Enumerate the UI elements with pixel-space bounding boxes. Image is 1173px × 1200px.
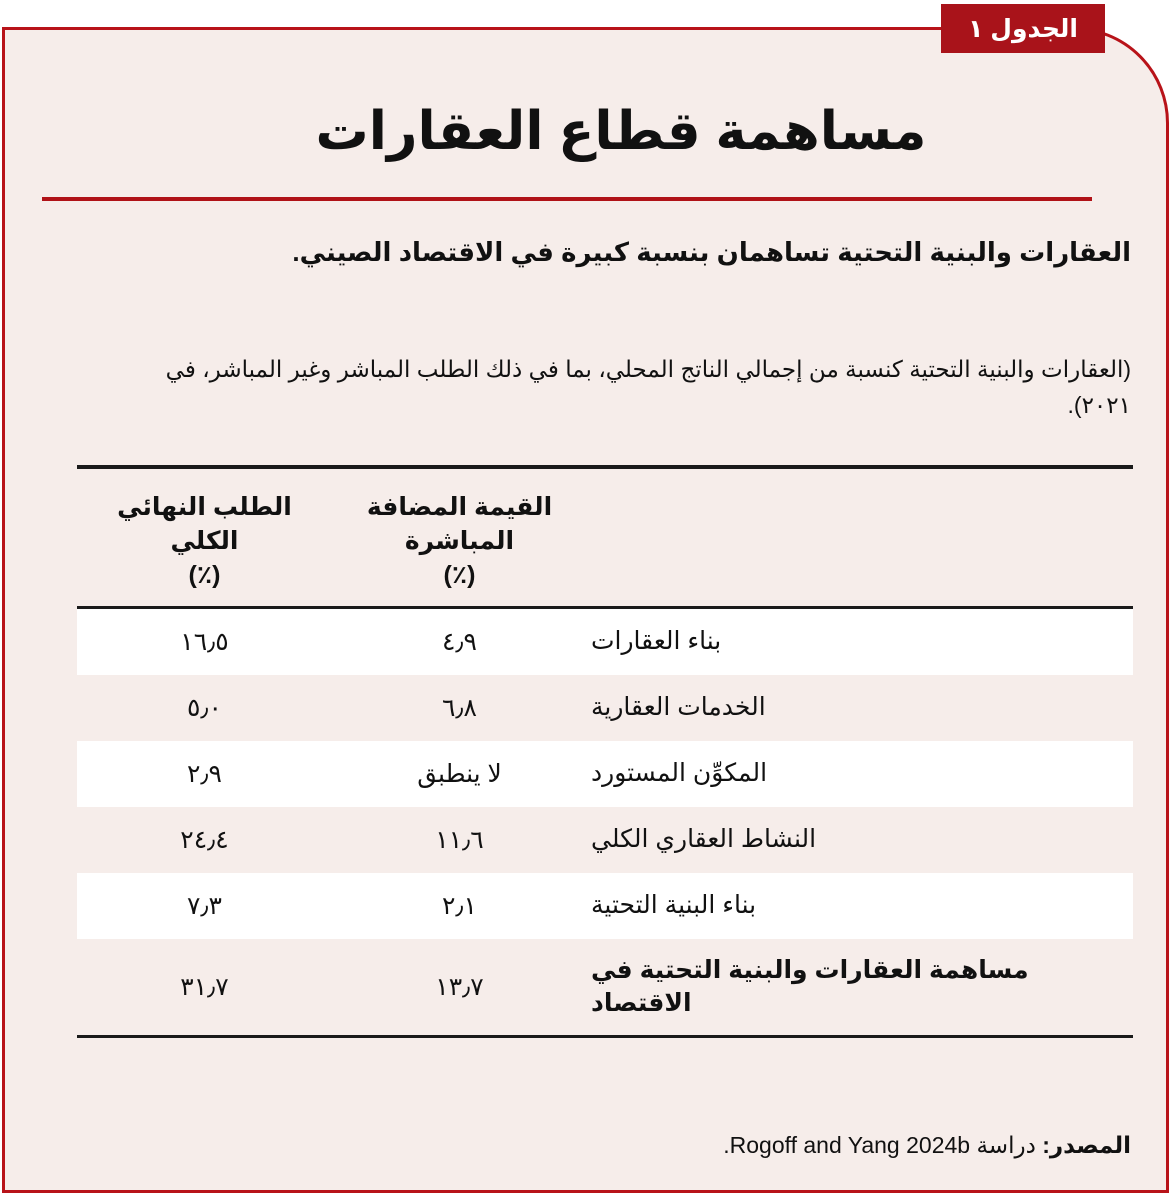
- cell-value-added: ٢٫١: [442, 892, 477, 921]
- data-table: [77, 465, 1133, 1038]
- cell-value-added: ٤٫٩: [442, 628, 477, 657]
- cell-final-demand: ٢٤٫٤: [180, 826, 229, 855]
- title-divider: [42, 197, 1092, 201]
- cell-value-added: ١٣٫٧: [435, 973, 484, 1002]
- figure-note: (العقارات والبنية التحتية كنسبة من إجمالي الناتج المحلي، بما في ذلك الطلب المباشر وغير المباشر، في ٢٠٢١).: [165, 356, 1131, 418]
- row-label: مساهمة العقارات والبنية التحتية في الاقتصاد: [591, 955, 1029, 1018]
- figure-subtitle: العقارات والبنية التحتية تساهمان بنسبة كبيرة في الاقتصاد الصيني.: [292, 237, 1131, 267]
- table-row: [77, 609, 1133, 675]
- cell-final-demand: ٥٫٠: [187, 694, 222, 723]
- table-number-label: الجدول ١: [968, 14, 1078, 43]
- cell-value-added: ٦٫٨: [442, 694, 477, 723]
- table-row: [77, 939, 1133, 1035]
- table-body: [77, 609, 1133, 1035]
- cell-value-added: لا ينطبق: [417, 760, 502, 789]
- source-note: [109, 1132, 1131, 1159]
- table-row: [77, 873, 1133, 939]
- row-label: بناء العقارات: [591, 627, 722, 656]
- table-row: [77, 675, 1133, 741]
- source-label: المصدر:: [1042, 1132, 1131, 1158]
- row-label: المكوِّن المستورد: [591, 759, 768, 788]
- cell-final-demand: ٣١٫٧: [180, 973, 229, 1002]
- table-row: [77, 807, 1133, 873]
- row-label: النشاط العقاري الكلي: [591, 825, 817, 854]
- header-final-demand-text: الطلب النهائي الكلي (٪): [117, 493, 292, 589]
- table-row: [77, 741, 1133, 807]
- title-block: [111, 102, 1131, 161]
- header-cell-value-added: [332, 491, 587, 592]
- cell-final-demand: ١٦٫٥: [180, 628, 229, 657]
- table-number-badge: [941, 4, 1105, 53]
- header-cell-final-demand: [77, 491, 332, 592]
- cell-final-demand: ٧٫٣: [187, 892, 222, 921]
- table-bottom-rule: [77, 1035, 1133, 1038]
- cell-value-added: ١١٫٦: [435, 826, 484, 855]
- table-header-row: [77, 469, 1133, 606]
- figure-content: [2, 27, 1169, 1193]
- row-label: الخدمات العقارية: [591, 693, 766, 722]
- cell-final-demand: ٢٫٩: [187, 760, 222, 789]
- page-title: مساهمة قطاع العقارات: [315, 102, 927, 161]
- source-text: دراسة Rogoff and Yang 2024b.: [723, 1132, 1043, 1158]
- row-label: بناء البنية التحتية: [591, 891, 757, 920]
- header-value-added-text: القيمة المضافة المباشرة (٪): [366, 493, 553, 589]
